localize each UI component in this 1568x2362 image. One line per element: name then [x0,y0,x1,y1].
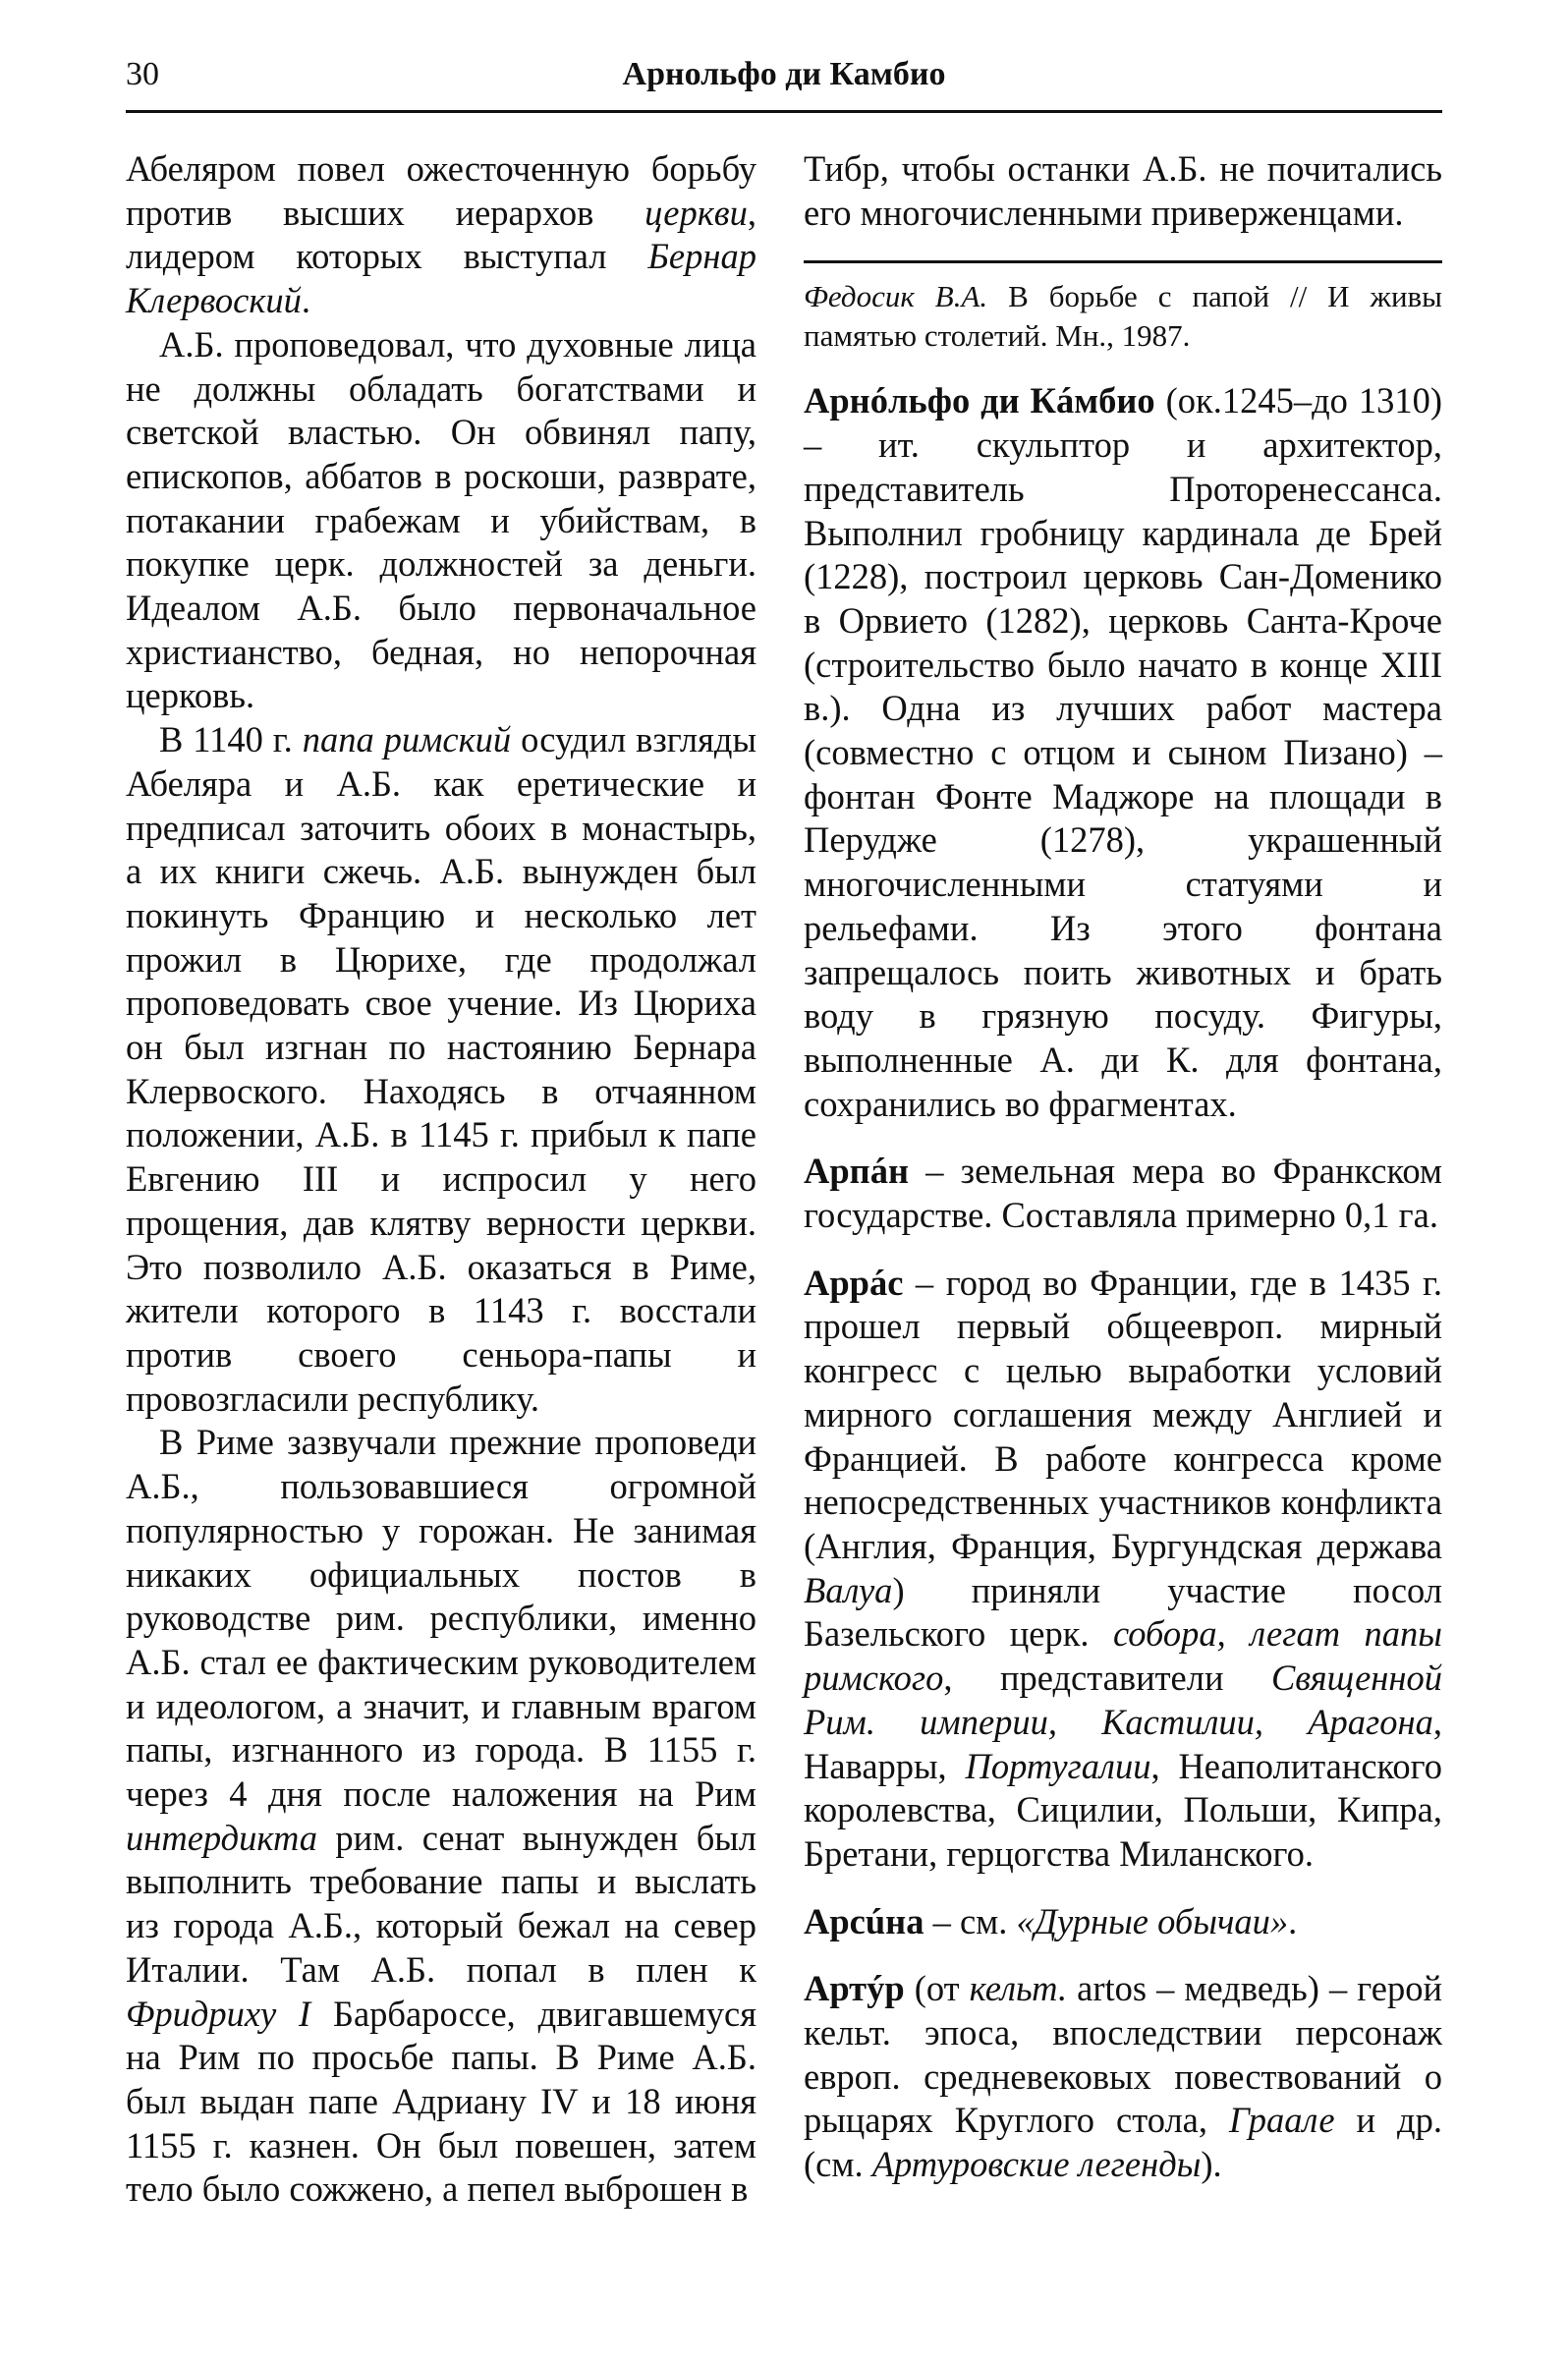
paragraph-1: Абеляром повел ожесточенную борьбу против высших иерархов церкви, лидером которых выступал Бернар Клервоский. [126,148,756,321]
left-column [126,147,756,2212]
entry-arnolfo-di-cambio: Арнóльфо ди Кáмбио (ок.1245–до 1310) – ит. скульптор и архитектор, представитель Проторенессанса. Выполнил гробницу кардинала де Брей (1228), построил церковь Сан-Доменико в Орвието (1282), церковь Санта-Кроче (строительство было начато в конце XIII в.). Одна из лучших работ мастера (совместно с отцом и сыном Пизано) – фонтан Фонте Маджоре на площади в Перудже (1278), украшенный многочисленными статуями и рельефами. Из этого фонтана запрещалось поить животных и брать воду в грязную посуду. Фигуры, выполненные А. ди К. для фонтана, сохранились во фрагментах. [804,380,1442,1124]
running-title: Арнольфо ди Камбио [622,56,946,92]
entry-arsina: Арсúна – см. «Дурные обычаи». [804,1900,1298,1941]
paragraph-4: В Риме зазвучали прежние проповеди А.Б., пользовавшиеся огромной популярностью у горожан. Не занимая никаких официальных постов в руководстве рим. республики, именно А.Б. стал ее фактическим руководителем и идеологом, а значит, и главным врагом папы, изгнанного из города. В 1155 г. через 4 дня после наложения на Рим интердикта рим. сенат вынужден был выполнить требование папы и выслать из города А.Б., который бежал на север Италии. Там А.Б. попал в плен к Фридриху I Барбароссе, двигавшемуся на Рим по просьбе папы. В Риме А.Б. был выдан папе Адриану IV и 18 июня 1155 г. казнен. Он был повешен, затем тело было сожжено, а пепел выброшен в [126,1422,756,2210]
bibliography-reference: Федосик В.А. В борьбе с папой // И живы памятью столетий. Мн., 1987. [804,279,1442,354]
continuation-paragraph: Тибр, чтобы останки А.Б. не почитались его многочисленными приверженцами. [804,148,1442,233]
bibliography-divider [804,260,1442,263]
page-number: 30 [126,56,159,92]
entry-arpan: Арпáн – земельная мера во Франкском государстве. Составляла примерно 0,1 га. [804,1151,1442,1236]
entry-artur: Артýр (от кельт. artos – медведь) – герой кельт. эпоса, впоследствии персонаж европ. средневековых повествований о рыцарях Круглого стола, Граале и др. (см. Артуровские легенды). [804,1968,1442,2185]
right-column [804,147,1442,2187]
entry-arras: Аррáс – город во Франции, где в 1435 г. прошел первый общеевроп. мирный конгресс с целью выработки условий мирного соглашения между Англией и Францией. В работе конгресса кроме непосредственных участников конфликта (Англия, Франция, Бургундская держава Валуа) приняли участие посол Базельского церк. собора, легат папы римского, представители Священной Рим. империи, Кастилии, Арагона, Наварры, Португалии, Неаполитанского королевства, Сицилии, Польши, Кипра, Бретани, герцогства Миланского. [804,1262,1442,1874]
paragraph-2: А.Б. проповедовал, что духовные лица не должны обладать богатствами и светской властью. Он обвинял папу, епископов, аббатов в роскоши, разврате, потакании грабежам и убийствам, в покупке церк. должностей за деньги. Идеалом А.Б. было первоначальное христианство, бедная, но непорочная церковь. [126,323,756,716]
header-divider [126,110,1442,113]
paragraph-3: В 1140 г. папа римский осудил взгляды Абеляра и А.Б. как еретические и предписал заточить обоих в монастырь, а их книги сжечь. А.Б. вынужден был покинуть Францию и несколько лет прожил в Цюрихе, где продолжал проповедовать свое учение. Из Цюриха он был изгнан по настоянию Бернара Клервоского. Находясь в отчаянном положении, А.Б. в 1145 г. прибыл к папе Евгению III и испросил у него прощения, дав клятву верности церкви. Это позволило А.Б. оказаться в Риме, жители которого в 1143 г. восстали против своего сеньора-папы и провозгласили республику. [126,719,756,1419]
